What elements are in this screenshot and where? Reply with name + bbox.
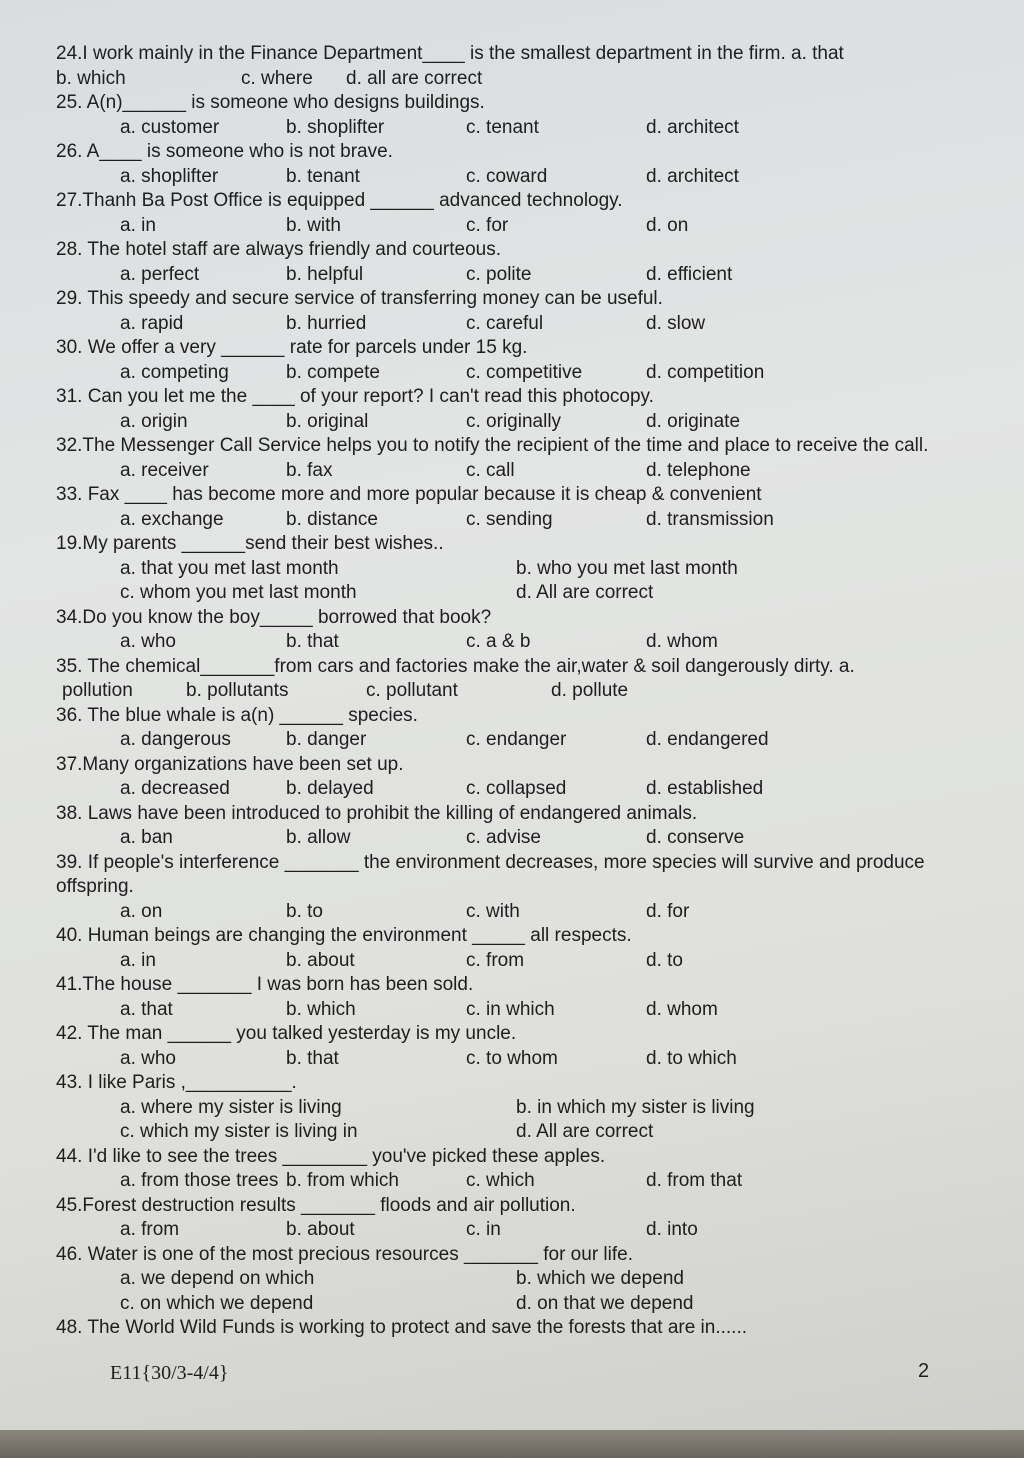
- answer-option[interactable]: d. from that: [646, 1170, 743, 1191]
- question-stem: 41.The house _______ I was born has been sold.: [56, 974, 474, 995]
- answer-option[interactable]: a. origin: [120, 410, 188, 432]
- table-background: [0, 1430, 1024, 1458]
- answer-option[interactable]: b. that: [286, 631, 339, 652]
- page-number: 2: [918, 1360, 930, 1382]
- answer-option[interactable]: c. call: [466, 459, 515, 481]
- answer-option[interactable]: a. perfect: [120, 263, 200, 285]
- answer-option[interactable]: a. from those trees: [120, 1170, 279, 1191]
- answer-option[interactable]: a. competing: [120, 361, 229, 383]
- answer-option[interactable]: b. in which my sister is living: [516, 1096, 755, 1118]
- answer-options: [56, 67, 966, 92]
- answer-option[interactable]: b. tenant: [286, 165, 360, 187]
- answer-option[interactable]: d. All are correct: [516, 1121, 654, 1142]
- answer-option[interactable]: b. fax: [286, 459, 333, 481]
- answer-options: [56, 312, 966, 337]
- footer-code: E11{30/3-4/4}: [110, 1362, 229, 1384]
- question-stem: 37.Many organizations have been set up.: [56, 753, 404, 775]
- answer-option[interactable]: c. collapsed: [466, 778, 567, 799]
- answer-options: [56, 263, 966, 288]
- answer-option[interactable]: a. where my sister is living: [120, 1096, 342, 1118]
- answer-option[interactable]: a. who: [120, 1047, 176, 1069]
- question-item: [56, 1022, 966, 1071]
- question-list: [56, 42, 966, 1341]
- answer-option[interactable]: b. original: [286, 410, 369, 432]
- answer-option[interactable]: a. dangerous: [120, 729, 231, 750]
- answer-option[interactable]: d. All are correct: [516, 582, 654, 603]
- question-stem: 34.Do you know the boy_____ borrowed that book?: [56, 606, 492, 628]
- answer-options: [56, 557, 966, 582]
- answer-option[interactable]: c. from: [466, 949, 525, 971]
- question-item: [56, 385, 966, 434]
- question-item: [56, 434, 966, 483]
- answer-option[interactable]: c. on which we depend: [120, 1292, 314, 1314]
- answer-option[interactable]: b. shoplifter: [286, 116, 385, 138]
- answer-options: [56, 116, 966, 141]
- answer-option[interactable]: d. originate: [646, 410, 741, 432]
- answer-option[interactable]: b. which: [286, 998, 356, 1020]
- answer-options: [56, 949, 966, 974]
- answer-option[interactable]: d. to which: [646, 1047, 737, 1069]
- answer-option[interactable]: d. endangered: [646, 729, 769, 750]
- answer-option[interactable]: d. on that we depend: [516, 1292, 694, 1314]
- answer-options: [56, 581, 966, 606]
- answer-options: [56, 1047, 966, 1072]
- question-item: [56, 336, 966, 385]
- question-item: [56, 1071, 966, 1145]
- answer-option[interactable]: d. architect: [646, 165, 739, 187]
- answer-options: [56, 214, 966, 239]
- answer-options: [56, 1218, 966, 1243]
- answer-option[interactable]: a. in: [120, 949, 156, 971]
- answer-options: [56, 1267, 966, 1292]
- answer-option[interactable]: a. from: [120, 1219, 180, 1240]
- answer-option[interactable]: a. shoplifter: [120, 165, 219, 187]
- answer-option[interactable]: a. who: [120, 631, 176, 652]
- answer-options: [56, 1169, 966, 1194]
- answer-options: [56, 1120, 966, 1145]
- question-stem: 31. Can you let me the ____ of your report? I can't read this photocopy.: [56, 386, 654, 407]
- question-stem: 44. I'd like to see the trees ________ you've picked these apples.: [56, 1145, 606, 1167]
- question-stem: 42. The man ______ you talked yesterday is my uncle.: [56, 1023, 517, 1044]
- question-item: [56, 238, 966, 287]
- question-item: [56, 606, 966, 655]
- question-stem: 35. The chemical_______from cars and factories make the air,water & soil dangerously dirty. a.: [56, 655, 855, 677]
- question-item: [56, 924, 966, 973]
- answer-option[interactable]: a. rapid: [120, 312, 184, 334]
- question-stem: 27.Thanh Ba Post Office is equipped ______ advanced technology.: [56, 190, 623, 211]
- answer-options: [56, 1292, 966, 1317]
- answer-option[interactable]: b. who you met last month: [516, 557, 738, 579]
- answer-option[interactable]: c. with: [466, 900, 520, 922]
- answer-option[interactable]: d. whom: [646, 998, 718, 1020]
- answer-option[interactable]: d. to: [646, 949, 683, 971]
- answer-option[interactable]: b. with: [286, 214, 341, 236]
- question-item: [56, 655, 966, 704]
- answer-options: [56, 165, 966, 190]
- question-item: [56, 753, 966, 802]
- question-item: [56, 802, 966, 851]
- question-item: [56, 532, 966, 606]
- answer-option[interactable]: d. pollute: [551, 680, 629, 701]
- question-item: [56, 851, 966, 925]
- answer-option[interactable]: c. pollutant: [366, 680, 458, 701]
- answer-option[interactable]: b. pollutants: [186, 680, 289, 701]
- answer-option[interactable]: a. ban: [120, 827, 173, 848]
- answer-option[interactable]: c. coward: [466, 165, 548, 187]
- answer-options: [56, 679, 966, 704]
- question-item: [56, 1145, 966, 1194]
- question-stem: 19.My parents ______send their best wishes..: [56, 533, 444, 554]
- answer-option[interactable]: a. exchange: [120, 508, 224, 530]
- question-item: [56, 91, 966, 140]
- answer-option[interactable]: d. established: [646, 778, 764, 799]
- answer-option[interactable]: b. helpful: [286, 263, 364, 285]
- answer-option[interactable]: d. transmission: [646, 508, 774, 530]
- answer-option[interactable]: c. originally: [466, 410, 562, 432]
- question-stem: 43. I like Paris ,__________.: [56, 1072, 297, 1093]
- answer-option[interactable]: a. receiver: [120, 459, 209, 481]
- answer-options: [56, 728, 966, 753]
- answer-option[interactable]: c. in which: [466, 998, 555, 1020]
- answer-options: [56, 459, 966, 484]
- answer-option[interactable]: a. decreased: [120, 778, 230, 799]
- question-item: [56, 287, 966, 336]
- question-item: [56, 1194, 966, 1243]
- question-stem: 40. Human beings are changing the environment _____ all respects.: [56, 925, 632, 946]
- answer-option[interactable]: b. delayed: [286, 778, 374, 799]
- answer-option[interactable]: c. for: [466, 214, 509, 236]
- answer-option[interactable]: a. we depend on which: [120, 1268, 315, 1289]
- answer-options: [56, 777, 966, 802]
- question-stem: 32.The Messenger Call Service helps you to notify the recipient of the time and place to receive the call.: [56, 435, 929, 456]
- answer-option[interactable]: b. distance: [286, 508, 378, 530]
- question-item: [56, 140, 966, 189]
- answer-option[interactable]: d. whom: [646, 631, 718, 652]
- answer-option[interactable]: c. endanger: [466, 729, 567, 750]
- answer-options: [56, 630, 966, 655]
- question-item: [56, 1316, 966, 1341]
- question-stem: 45.Forest destruction results _______ floods and air pollution.: [56, 1194, 576, 1216]
- answer-option[interactable]: b. that: [286, 1047, 339, 1069]
- question-stem: 29. This speedy and secure service of transferring money can be useful.: [56, 288, 663, 309]
- answer-option[interactable]: c. whom you met last month: [120, 582, 357, 603]
- question-stem: 39. If people's interference _______ the environment decreases, more species will survive and produce offspring.: [56, 851, 925, 897]
- answer-option[interactable]: d. slow: [646, 312, 706, 334]
- answer-option[interactable]: b. which: [56, 67, 126, 89]
- answer-option[interactable]: c. which: [466, 1170, 535, 1191]
- answer-option[interactable]: c. advise: [466, 827, 541, 848]
- answer-option[interactable]: d. competition: [646, 361, 765, 383]
- question-stem: 46. Water is one of the most precious resources _______ for our life.: [56, 1243, 633, 1265]
- answer-option[interactable]: d. conserve: [646, 827, 745, 848]
- question-item: [56, 1243, 966, 1317]
- question-stem: 30. We offer a very ______ rate for parcels under 15 kg.: [56, 337, 528, 358]
- answer-options: [56, 508, 966, 533]
- question-stem: 24.I work mainly in the Finance Department____ is the smallest department in the firm. a. that: [56, 43, 844, 64]
- answer-option[interactable]: a. that: [120, 998, 173, 1020]
- answer-option[interactable]: b. which we depend: [516, 1268, 684, 1289]
- answer-options: [56, 826, 966, 851]
- answer-option[interactable]: d. telephone: [646, 459, 751, 481]
- answer-options: [56, 998, 966, 1023]
- answer-option[interactable]: a. on: [120, 900, 163, 922]
- answer-options: [56, 900, 966, 925]
- answer-option[interactable]: d. on: [646, 214, 689, 236]
- answer-options: [56, 1096, 966, 1121]
- answer-option[interactable]: d. architect: [646, 116, 739, 138]
- question-stem: 36. The blue whale is a(n) ______ species.: [56, 704, 418, 726]
- answer-option[interactable]: c. tenant: [466, 116, 539, 138]
- question-stem: 26. A____ is someone who is not brave.: [56, 141, 393, 162]
- answer-option[interactable]: c. sending: [466, 508, 553, 530]
- answer-option[interactable]: b. danger: [286, 729, 367, 750]
- question-item: [56, 483, 966, 532]
- answer-option[interactable]: d. all are correct: [346, 67, 483, 89]
- answer-option[interactable]: b. about: [286, 1219, 355, 1240]
- answer-option[interactable]: b. hurried: [286, 312, 367, 334]
- answer-option[interactable]: c. where: [241, 67, 313, 89]
- answer-option[interactable]: pollution: [62, 680, 133, 701]
- answer-options: [56, 410, 966, 435]
- answer-option[interactable]: a. that you met last month: [120, 557, 339, 579]
- answer-option[interactable]: b. to: [286, 900, 323, 922]
- question-stem: 33. Fax ____ has become more and more popular because it is cheap & convenient: [56, 484, 762, 505]
- question-stem: 38. Laws have been introduced to prohibit the killing of endangered animals.: [56, 802, 698, 824]
- answer-option[interactable]: d. for: [646, 900, 690, 922]
- answer-option[interactable]: c. a & b: [466, 631, 531, 652]
- question-stem: 28. The hotel staff are always friendly and courteous.: [56, 239, 502, 260]
- answer-option[interactable]: a. customer: [120, 116, 220, 138]
- answer-option[interactable]: c. polite: [466, 263, 532, 285]
- answer-option[interactable]: a. in: [120, 214, 156, 236]
- answer-option[interactable]: d. efficient: [646, 263, 733, 285]
- answer-option[interactable]: c. which my sister is living in: [120, 1121, 358, 1142]
- answer-option[interactable]: c. in: [466, 1219, 501, 1240]
- question-item: [56, 189, 966, 238]
- answer-options: [56, 361, 966, 386]
- answer-option[interactable]: b. about: [286, 949, 355, 971]
- answer-option[interactable]: b. from which: [286, 1170, 399, 1191]
- answer-option[interactable]: c. to whom: [466, 1047, 558, 1069]
- question-stem: 48. The World Wild Funds is working to protect and save the forests that are in......: [56, 1317, 748, 1338]
- answer-option[interactable]: c. competitive: [466, 361, 583, 383]
- answer-option[interactable]: b. compete: [286, 361, 380, 383]
- question-item: [56, 973, 966, 1022]
- answer-option[interactable]: d. into: [646, 1219, 698, 1240]
- answer-option[interactable]: b. allow: [286, 827, 351, 848]
- question-item: [56, 42, 966, 91]
- question-item: [56, 704, 966, 753]
- question-stem: 25. A(n)______ is someone who designs buildings.: [56, 92, 485, 113]
- answer-option[interactable]: c. careful: [466, 312, 544, 334]
